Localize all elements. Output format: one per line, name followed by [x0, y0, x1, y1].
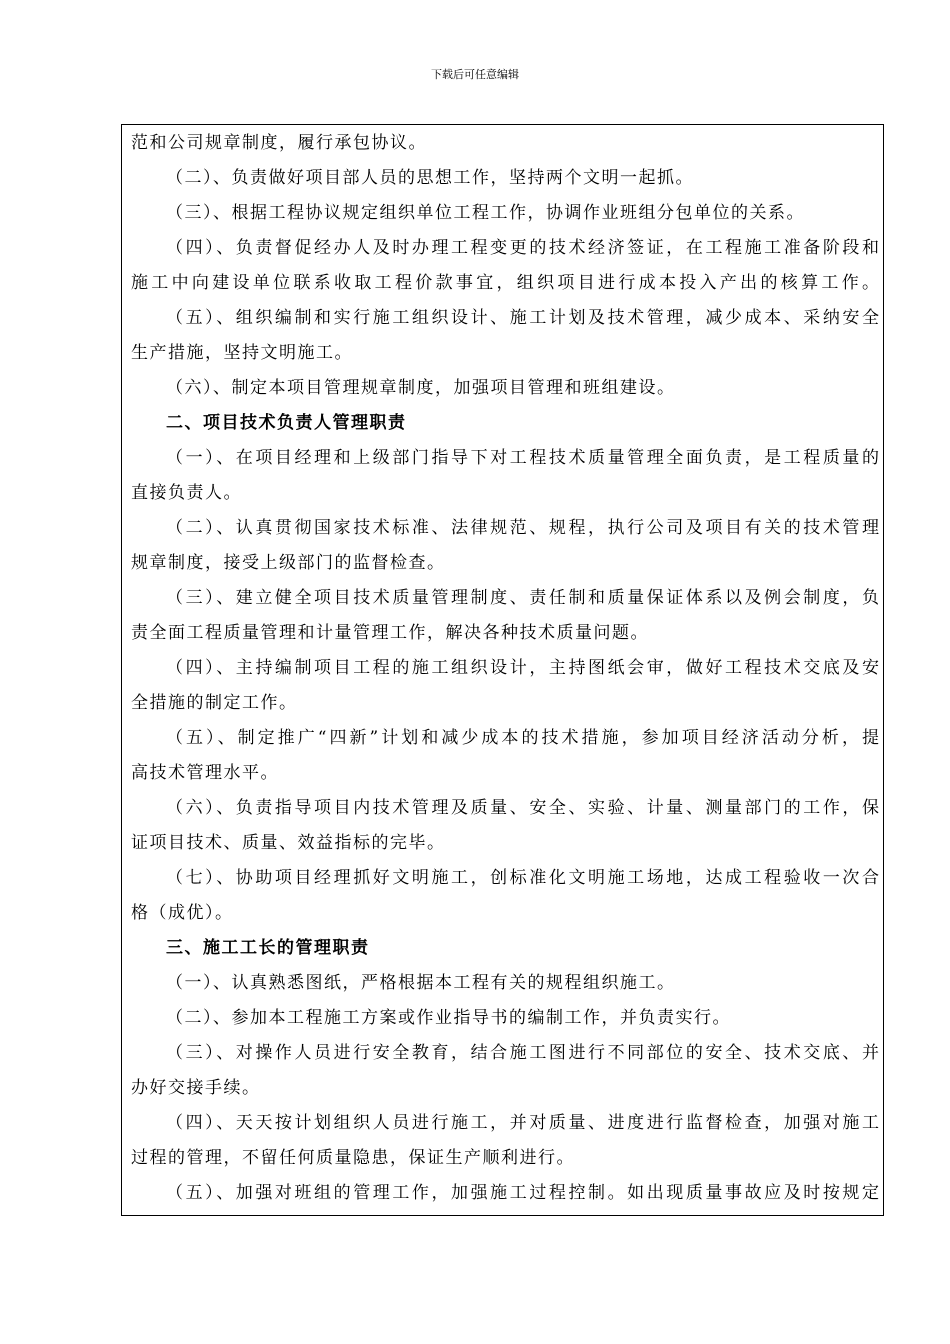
paragraph-line: （一）、认真熟悉图纸，严格根据本工程有关的规程组织施工。 — [166, 973, 676, 993]
paragraph-line: 范和公司规章制度，履行承包协议。 — [131, 133, 427, 153]
paragraph-line: （六）、制定本项目管理规章制度，加强项目管理和班组建设。 — [166, 378, 676, 398]
paragraph-line: （二）、认真贯彻国家技术标准、法律规范、规程，执行公司及项目有关的技术管理 — [166, 518, 879, 538]
page-header-note: 下载后可任意编辑 — [431, 68, 519, 81]
paragraph-line: （三）、对操作人员进行安全教育，结合施工图进行不同部位的安全、技术交底、并 — [166, 1043, 879, 1063]
paragraph-line: 证项目技术、质量、效益指标的完毕。 — [131, 833, 446, 853]
section-heading: 三、施工工长的管理职责 — [166, 938, 370, 958]
paragraph-line: （七）、协助项目经理抓好文明施工，创标准化文明施工场地，达成工程验收一次合 — [166, 868, 879, 888]
paragraph-line: 规章制度，接受上级部门的监督检查。 — [131, 553, 446, 573]
paragraph-line: 生产措施，坚持文明施工。 — [131, 343, 353, 363]
paragraph-line: （五）、加强对班组的管理工作，加强施工过程控制。如出现质量事故应及时按规定 — [166, 1183, 879, 1203]
paragraph-line: （二）、参加本工程施工方案或作业指导书的编制工作，并负责实行。 — [166, 1008, 731, 1028]
paragraph-line: 全措施的制定工作。 — [131, 693, 298, 713]
document-body — [131, 126, 879, 1211]
paragraph-line: （六）、负责指导项目内技术管理及质量、安全、实验、计量、测量部门的工作，保 — [166, 798, 879, 818]
paragraph-line: 高技术管理水平。 — [131, 763, 279, 783]
paragraph-line: （四）、天天按计划组织人员进行施工，并对质量、进度进行监督检查，加强对施工 — [166, 1113, 879, 1133]
paragraph-line: （三）、根据工程协议规定组织单位工程工作，协调作业班组分包单位的关系。 — [166, 203, 805, 223]
paragraph-line: 责全面工程质量管理和计量管理工作，解决各种技术质量问题。 — [131, 623, 649, 643]
paragraph-line: 过程的管理，不留任何质量隐患，保证生产顺利进行。 — [131, 1148, 575, 1168]
paragraph-line: （五）、组织编制和实行施工组织设计、施工计划及技术管理，减少成本、采纳安全 — [166, 308, 879, 328]
section-heading: 二、项目技术负责人管理职责 — [166, 413, 407, 433]
paragraph-line: （一）、在项目经理和上级部门指导下对工程技术质量管理全面负责，是工程质量的 — [166, 448, 879, 468]
paragraph-line: （三）、建立健全项目技术质量管理制度、责任制和质量保证体系以及例会制度，负 — [166, 588, 879, 608]
document-frame — [121, 124, 884, 1216]
paragraph-line: 办好交接手续。 — [131, 1078, 261, 1098]
paragraph-line: （四）、主持编制项目工程的施工组织设计，主持图纸会审，做好工程技术交底及安 — [166, 658, 879, 678]
paragraph-line: （二）、负责做好项目部人员的思想工作，坚持两个文明一起抓。 — [166, 168, 694, 188]
paragraph-line: 格（成优）。 — [131, 903, 234, 923]
paragraph-line: （五）、制定推广“四新”计划和减少成本的技术措施，参加项目经济活动分析，提 — [166, 728, 879, 748]
paragraph-line: 直接负责人。 — [131, 483, 242, 503]
paragraph-line: 施工中向建设单位联系收取工程价款事宜，组织项目进行成本投入产出的核算工作。 — [131, 273, 879, 293]
paragraph-line: （四）、负责督促经办人及时办理工程变更的技术经济签证，在工程施工准备阶段和 — [166, 238, 879, 258]
